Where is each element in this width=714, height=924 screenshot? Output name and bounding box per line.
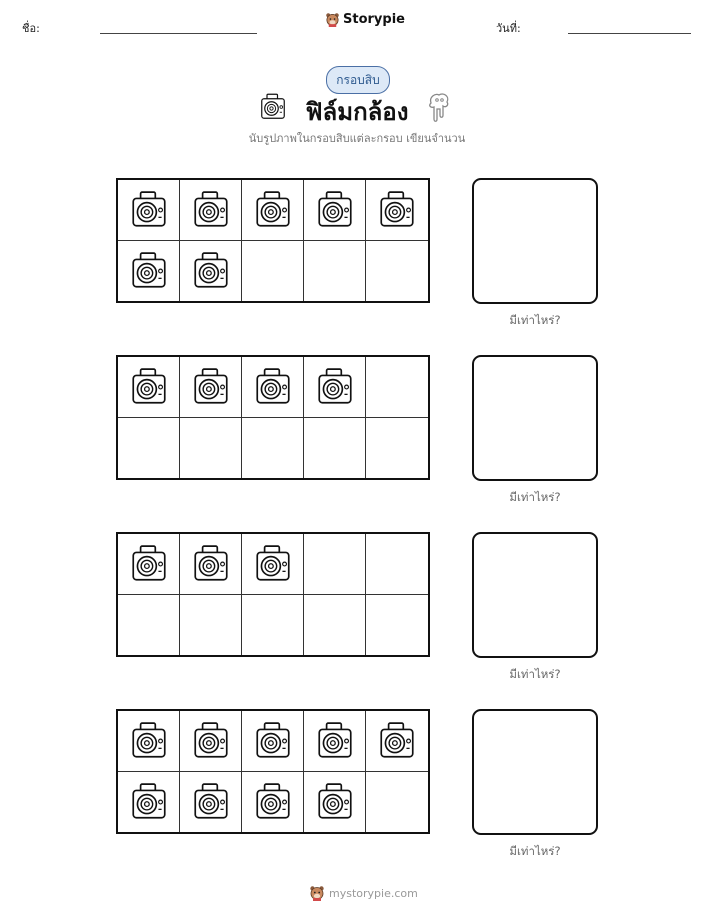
frame-cell (366, 180, 428, 241)
camera-icon (190, 250, 232, 292)
name-label: ชื่อ: (22, 22, 40, 35)
camera-icon (376, 720, 418, 762)
frame-cell (304, 180, 366, 241)
ten-frame-4 (116, 709, 430, 834)
frame-cell (366, 357, 428, 418)
topic-badge: กรอบสิบ (326, 66, 390, 94)
frame-cell (242, 772, 304, 833)
question-label-3: มีเท่าไหร่? (509, 667, 561, 681)
question-label-2: มีเท่าไหร่? (509, 490, 561, 504)
frame-cell (118, 241, 180, 302)
answer-box-2[interactable] (472, 355, 598, 481)
frame-cell (180, 241, 242, 302)
frame-cell (366, 772, 428, 833)
frame-cell (304, 534, 366, 595)
frame-cell (118, 418, 180, 479)
ten-frame-2 (116, 355, 430, 480)
frame-cell (180, 357, 242, 418)
camera-icon (252, 366, 294, 408)
footer (309, 885, 418, 901)
frame-cell (304, 418, 366, 479)
camera-icon (314, 781, 356, 823)
camera-icon (190, 366, 232, 408)
storypie-mascot-icon (309, 885, 325, 901)
frame-cell (118, 534, 180, 595)
frame-cell (180, 711, 242, 772)
frame-cell (304, 241, 366, 302)
frame-cell (242, 418, 304, 479)
frame-cell (366, 595, 428, 656)
frame-cell (118, 357, 180, 418)
frame-cell (118, 711, 180, 772)
name-field-line[interactable] (100, 33, 257, 34)
frame-cell (366, 534, 428, 595)
frame-cell (304, 711, 366, 772)
question-label-4: มีเท่าไหร่? (509, 844, 561, 858)
camera-icon (252, 720, 294, 762)
frame-cell (180, 534, 242, 595)
storypie-mascot-icon (325, 12, 340, 27)
camera-icon (314, 189, 356, 231)
frame-cell (242, 357, 304, 418)
frame-cell (118, 180, 180, 241)
melting-doodle-icon (426, 91, 452, 123)
ten-frame-1 (116, 178, 430, 303)
frame-cell (242, 595, 304, 656)
camera-icon (128, 189, 170, 231)
camera-icon (252, 189, 294, 231)
answer-box-3[interactable] (472, 532, 598, 658)
brand-logo (325, 12, 405, 27)
date-field-line[interactable] (568, 33, 691, 34)
date-label: วันที่: (496, 22, 521, 35)
camera-icon (190, 189, 232, 231)
camera-icon (314, 366, 356, 408)
frame-cell (242, 534, 304, 595)
page-title: ฟิล์มกล้อง (305, 98, 409, 126)
frame-cell (118, 595, 180, 656)
camera-icon (128, 543, 170, 585)
camera-icon (314, 720, 356, 762)
footer-url[interactable]: mystorypie.com (329, 886, 418, 900)
camera-icon (190, 543, 232, 585)
frame-cell (366, 711, 428, 772)
camera-icon (128, 720, 170, 762)
frame-cell (180, 595, 242, 656)
frame-cell (242, 711, 304, 772)
answer-box-4[interactable] (472, 709, 598, 835)
camera-icon (128, 366, 170, 408)
instructions: นับรูปภาพในกรอบสิบแต่ละกรอบ เขียนจำนวน (248, 132, 466, 145)
frame-cell (366, 418, 428, 479)
question-label-1: มีเท่าไหร่? (509, 313, 561, 327)
answer-box-1[interactable] (472, 178, 598, 304)
frame-cell (180, 180, 242, 241)
frame-cell (180, 772, 242, 833)
frame-cell (366, 241, 428, 302)
camera-icon (128, 250, 170, 292)
camera-icon (190, 720, 232, 762)
frame-cell (180, 418, 242, 479)
frame-cell (304, 357, 366, 418)
frame-cell (304, 772, 366, 833)
frame-cell (242, 180, 304, 241)
brand-name: Storypie (343, 12, 405, 27)
frame-cell (304, 595, 366, 656)
camera-icon (190, 781, 232, 823)
camera-icon (252, 781, 294, 823)
frame-cell (118, 772, 180, 833)
camera-icon (252, 543, 294, 585)
camera-icon (128, 781, 170, 823)
camera-icon (376, 189, 418, 231)
ten-frame-3 (116, 532, 430, 657)
frame-cell (242, 241, 304, 302)
